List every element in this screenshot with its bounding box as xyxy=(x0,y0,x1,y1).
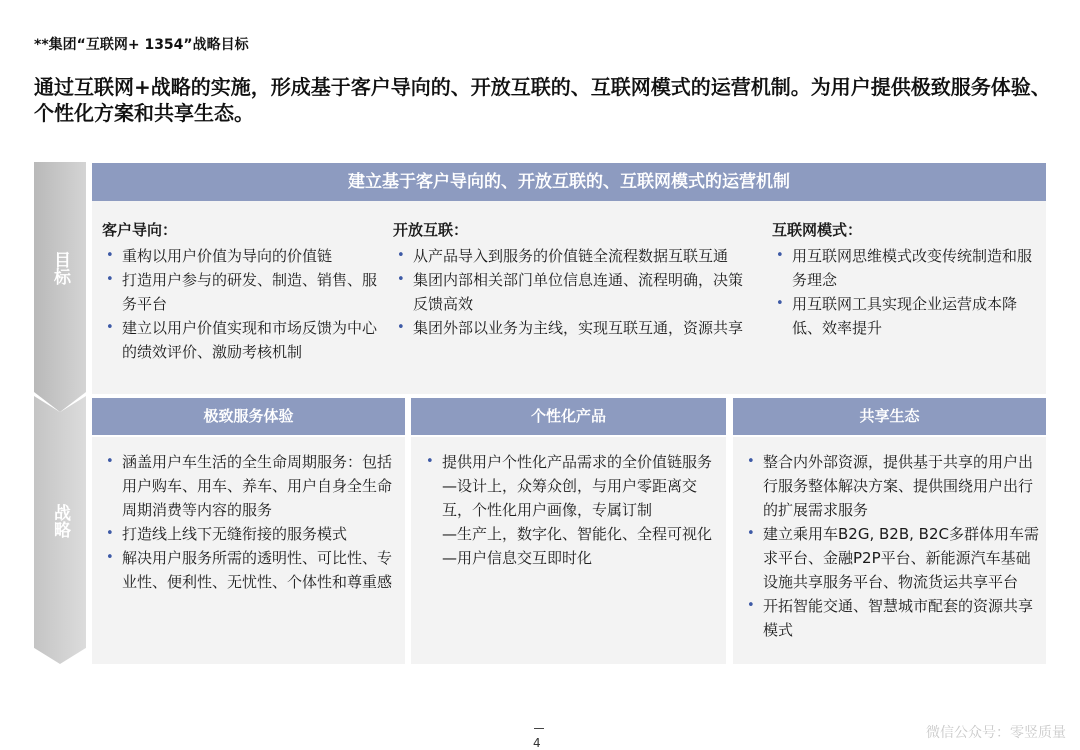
headline: 通过互联网+战略的实施，形成基于客户导向的、开放互联的、互联网模式的运营机制。为用户提供极致服务体验、个性化方案和共享生态。 xyxy=(34,75,1051,125)
goal-column-heading: 互联网模式： xyxy=(772,221,863,239)
list-item xyxy=(743,522,1041,594)
list-item xyxy=(743,594,1041,642)
side-label-strategy: 战略 xyxy=(50,504,70,538)
page-number: 4 xyxy=(533,736,541,750)
list-item-text: 整合内外部资源，提供基于共享的用户出行服务整体解决方案、提供围绕用户出行的扩展需求服务 xyxy=(763,453,1034,519)
list-item-text: 打造线上线下无缝衔接的服务模式 xyxy=(122,525,348,543)
list-item-text: 集团外部以业务为主线，实现互联互通，资源共享 xyxy=(413,319,744,337)
bullet-icon: • xyxy=(106,526,114,541)
strategy-title-ecosystem: 共享生态 xyxy=(733,398,1046,435)
list-item xyxy=(772,244,1037,292)
goal-column-customer xyxy=(102,218,377,364)
sub-line: —生产上，数字化、智能化、全程可视化 xyxy=(442,525,713,543)
list-item-text: 开拓智能交通、智慧城市配套的资源共享模式 xyxy=(763,597,1034,639)
list-item-text: 打造用户参与的研发、制造、销售、服务平台 xyxy=(122,271,378,313)
bullet-icon: • xyxy=(397,320,405,335)
strategy-column-ecosystem xyxy=(743,450,1041,642)
list-item xyxy=(393,244,753,268)
bullet-icon: • xyxy=(106,550,114,565)
sub-line: —设计上，众筹众创，与用户零距离交互，个性化用户画像，专属订制 xyxy=(442,477,698,519)
list-item-text: 用互联网思维模式改变传统制造和服务理念 xyxy=(792,247,1033,289)
sub-line: —用户信息交互即时化 xyxy=(442,549,593,567)
list-item xyxy=(102,546,398,594)
list-item-text: 提供用户个性化产品需求的全价值链服务 xyxy=(442,453,713,471)
strategy-column-service xyxy=(102,450,398,594)
list-item-text: 建立乘用车B2G, B2B, B2C多群体用车需求平台、金融P2P平台、新能源汽车基础设施共享服务平台、物流货运共享平台 xyxy=(763,525,1039,591)
list-item-text: 解决用户服务所需的透明性、可比性、专业性、便利性、无忧性、个体性和尊重感 xyxy=(122,549,393,591)
watermark: 微信公众号：零竖质量 xyxy=(926,725,1066,741)
bullet-icon: • xyxy=(747,454,755,469)
list-item xyxy=(102,268,377,316)
goal-side-chevron xyxy=(34,162,86,412)
list-item xyxy=(772,292,1037,340)
bullet-icon: • xyxy=(747,598,755,613)
bullet-icon: • xyxy=(106,248,114,263)
bullet-icon: • xyxy=(776,296,784,311)
page-label: **集团“互联网+ 1354”战略目标 xyxy=(34,37,249,53)
bullet-icon: • xyxy=(776,248,784,263)
list-item-text: 从产品导入到服务的价值链全流程数据互联互通 xyxy=(413,247,729,265)
bullet-icon: • xyxy=(426,454,434,469)
strategy-column-product xyxy=(422,450,720,570)
list-item xyxy=(102,316,377,364)
bullet-icon: • xyxy=(106,272,114,287)
list-item xyxy=(393,268,753,316)
bullet-icon: • xyxy=(397,248,405,263)
goal-band-title: 建立基于客户导向的、开放互联的、互联网模式的运营机制 xyxy=(92,163,1046,201)
list-item-text: 建立以用户价值实现和市场反馈为中心的绩效评价、激励考核机制 xyxy=(122,319,378,361)
list-item xyxy=(102,244,377,268)
bullet-icon: • xyxy=(747,526,755,541)
list-item xyxy=(102,450,398,522)
list-item-text: 集团内部相关部门单位信息连通、流程明确，决策反馈高效 xyxy=(413,271,744,313)
bullet-icon: • xyxy=(106,320,114,335)
list-item xyxy=(422,450,720,474)
goal-column-heading: 客户导向： xyxy=(102,221,178,239)
bullet-icon: • xyxy=(106,454,114,469)
goal-column-heading: 开放互联： xyxy=(393,221,469,239)
side-label-goal: 目标 xyxy=(50,251,70,285)
list-item xyxy=(743,450,1041,522)
list-item xyxy=(393,316,753,340)
list-item-text: 重构以用户价值为导向的价值链 xyxy=(122,247,333,265)
strategy-title-service: 极致服务体验 xyxy=(92,398,405,435)
footer-divider xyxy=(534,728,544,729)
strategy-title-product: 个性化产品 xyxy=(411,398,726,435)
bullet-icon: • xyxy=(397,272,405,287)
list-item-text: 涵盖用户车生活的全生命周期服务：包括用户购车、用车、养车、用户自身全生命周期消费等内容的服务 xyxy=(122,453,393,519)
goal-column-open xyxy=(393,218,753,340)
list-item-text: 用互联网工具实现企业运营成本降低、效率提升 xyxy=(792,295,1018,337)
list-item xyxy=(102,522,398,546)
goal-column-internet xyxy=(772,218,1037,340)
